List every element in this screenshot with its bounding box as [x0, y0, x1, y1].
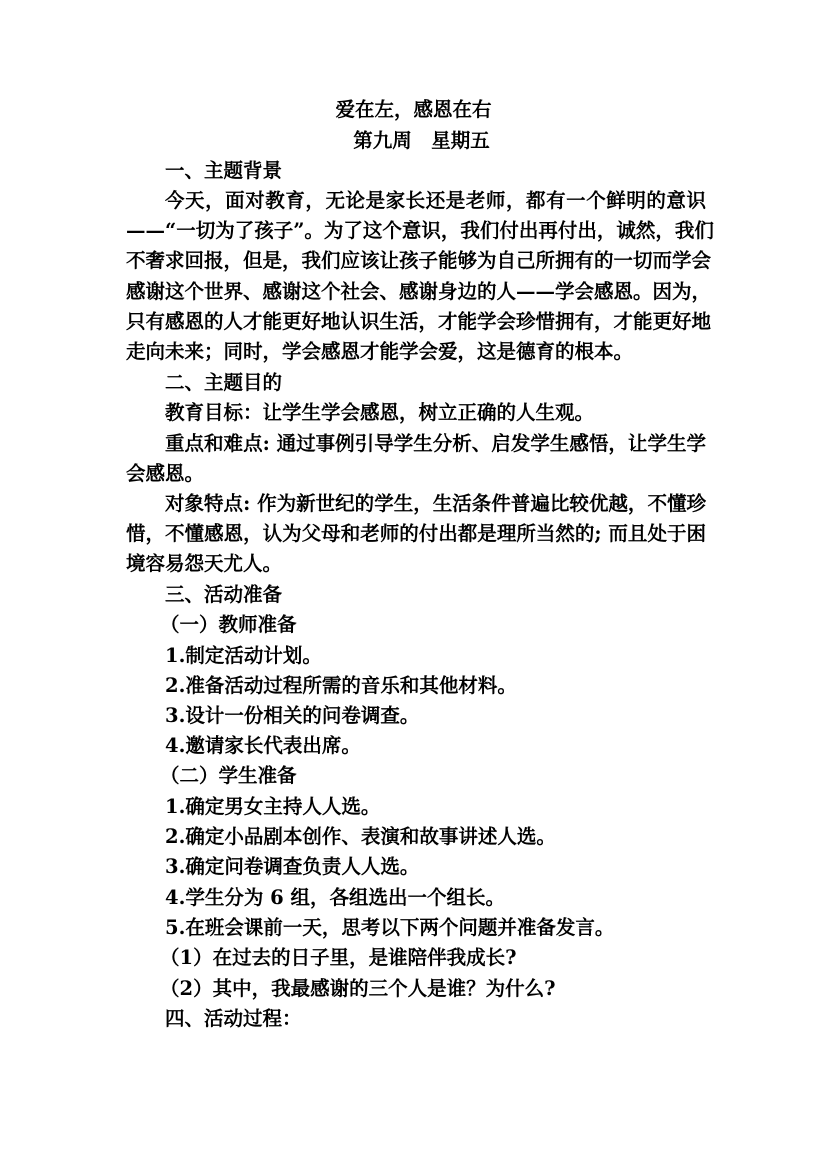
student-prep-item: 5.在班会课前一天，思考以下两个问题并准备发言。 [165, 916, 615, 939]
teacher-prep-item: 2.准备活动过程所需的音乐和其他材料。 [165, 674, 517, 697]
section2-keypoints-line: 重点和难点: 通过事例引导学生分析、启发学生感悟，让学生学 [165, 432, 706, 455]
document-subtitle: 第九周 星期五 [353, 129, 490, 152]
section2-target-line: 对象特点: 作为新世纪的学生，生活条件普遍比较优越，不懂珍 [165, 492, 706, 515]
section2-keypoints-line: 会感恩。 [126, 462, 205, 485]
document-title: 爱在左，感恩在右 [335, 98, 492, 121]
student-prep-item: 1.确定男女主持人人选。 [165, 795, 381, 818]
section1-para-line: 今天，面对教育，无论是家长还是老师，都有一个鲜明的意识 [165, 189, 706, 212]
student-question: （2）其中，我最感谢的三个人是谁？为什么? [160, 977, 556, 1000]
student-question: （1）在过去的日子里，是谁陪伴我成长? [160, 946, 517, 969]
teacher-prep-item: 1.制定活动计划。 [165, 644, 322, 667]
section2-target-line: 惜，不懂感恩，认为父母和老师的付出都是理所当然的; 而且处于困 [126, 522, 706, 545]
section3-heading: 三、活动准备 [165, 583, 283, 606]
section1-para-line: 不奢求回报，但是，我们应该让孩子能够为自己所拥有的一切而学会 [126, 249, 712, 272]
section2-target-line: 境容易怨天尤人。 [126, 552, 283, 575]
section2-heading: 二、主题目的 [165, 371, 283, 394]
teacher-prep-item: 4.邀请家长代表出席。 [165, 734, 361, 757]
section1-heading: 一、主题背景 [165, 159, 283, 182]
student-prep-item: 3.确定问卷调查负责人人选。 [165, 855, 420, 878]
section1-para-line: 走向未来；同时，学会感恩才能学会爱，这是德育的根本。 [126, 340, 634, 363]
section4-heading: 四、活动过程： [165, 1007, 302, 1030]
section1-para-line: 只有感恩的人才能更好地认识生活，才能学会珍惜拥有，才能更好地 [126, 310, 712, 333]
teacher-prep-item: 3.设计一份相关的问卷调查。 [165, 704, 420, 727]
student-prep-heading: （二）学生准备 [160, 764, 297, 787]
student-prep-item: 4.学生分为 6 组，各组选出一个组长。 [165, 886, 506, 909]
section2-goal: 教育目标：让学生学会感恩，树立正确的人生观。 [165, 401, 595, 424]
section1-para-line: 感谢这个世界、感谢这个社会、感谢身边的人——学会感恩。因为， [126, 280, 712, 303]
teacher-prep-heading: （一）教师准备 [160, 613, 297, 636]
section1-para-line: ——“一切为了孩子”。为了这个意识，我们付出再付出，诚然，我们 [126, 219, 714, 242]
student-prep-item: 2.确定小品剧本创作、表演和故事讲述人选。 [165, 825, 556, 848]
